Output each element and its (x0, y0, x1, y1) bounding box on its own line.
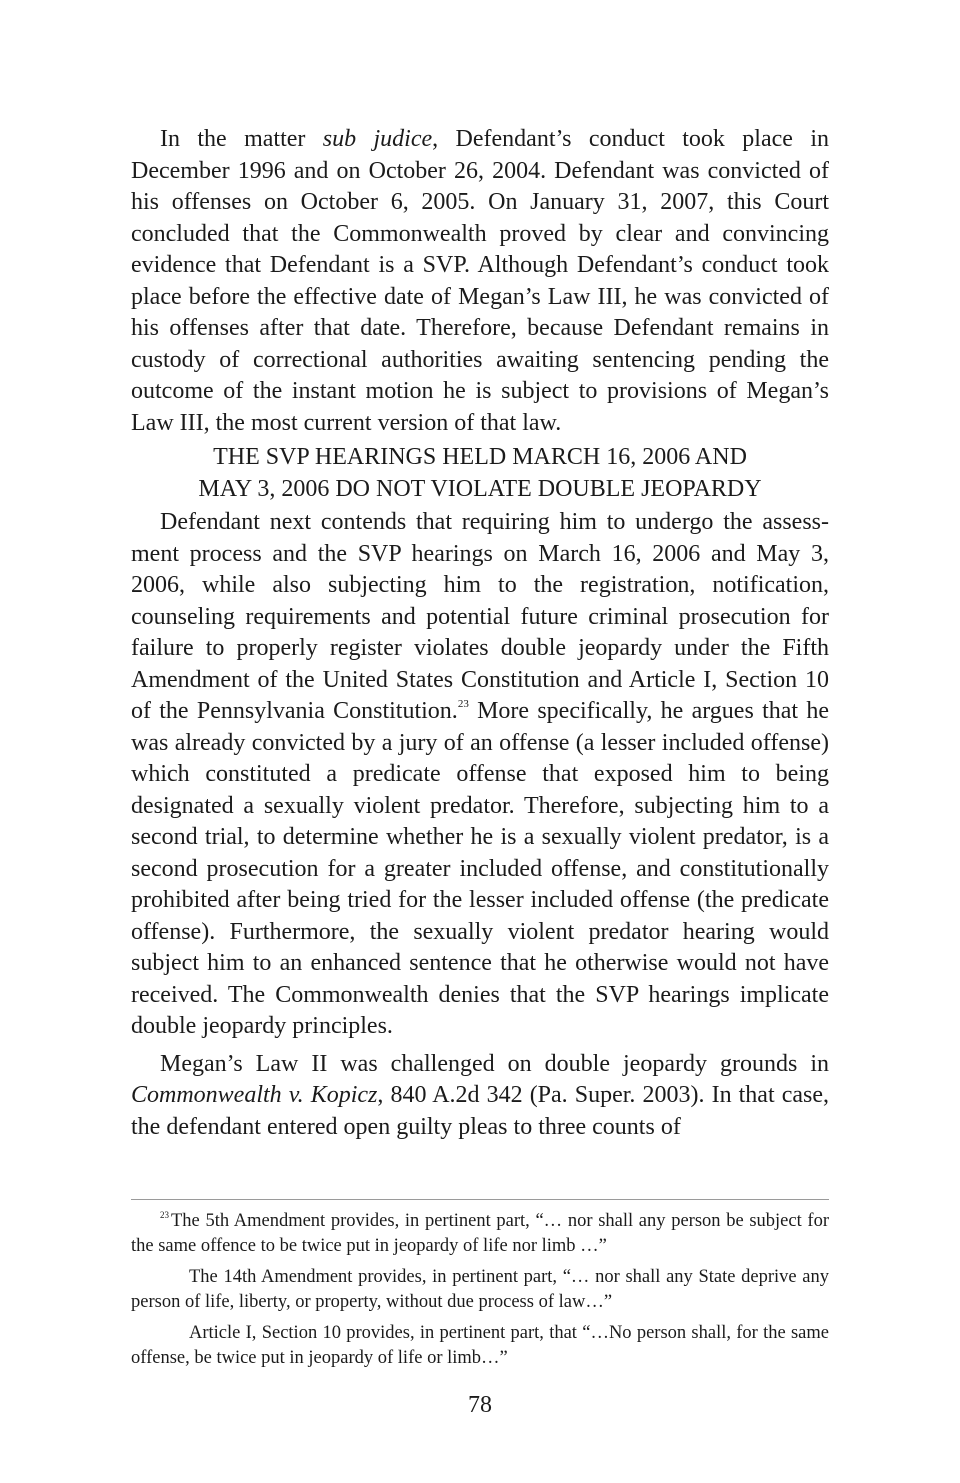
p1-text-a: In the matter (160, 126, 323, 152)
heading-line-2: MAY 3, 2006 DO NOT VIOLATE DOUBLE JEOPARDY (198, 475, 762, 502)
p2-text-b: More specifically, he argues that he was already convicted by a jury of an offense (a lesser included offense) which constituted a predicate offense that exposed him to being designated a sexually violent predator. Therefore, subjecting him to a second trial, to determine whether he is a sexually violent predator, is a second prosecution for a greater included offense, and constitutionally prohibited after being tried for the lesser included offense (the predicate offense). Furthermore, the sexually violent predator hearing would subject him to an enhanced sentence that he otherwise would not have received. The Commonwealth denies that the SVP hearings implicate double jeopardy principles. (131, 698, 829, 1039)
paragraph-double-jeopardy (131, 507, 829, 1043)
section-heading (131, 442, 829, 505)
paragraph-sub-judice (131, 124, 829, 439)
heading-line-1: THE SVP HEARINGS HELD MARCH 16, 2006 AND (213, 444, 747, 470)
footnote-23 (131, 1209, 829, 1259)
footnote-number: 23 (160, 1210, 169, 1220)
p2-text-a: Defendant next contends that requiring him to undergo the assessment process and the SVP hearings on March 16, 2006 and May 3, 2006, while also subjecting him to the registration, notification, counseling requirements and potential future criminal prosecution for failure to properly register violates double jeopardy under the Fifth Amendment of the United States Constitution and Article I, Section 10 of the Pennsylvania Constitution. (131, 509, 829, 724)
footnote-divider (131, 1199, 829, 1200)
footnote-23-text: The 5th Amendment provides, in pertinent part, “… nor shall any person be subject for the same offence to be twice put in jeopardy of life nor limb …” (131, 1211, 829, 1256)
footnote-article-i (131, 1321, 829, 1371)
footnote-14th-text: The 14th Amendment provides, in pertinent part, “… nor shall any State deprive any person of life, liberty, or property, without due process of law…” (131, 1267, 829, 1312)
p3-text-b: , 840 A.2d 342 (Pa. Super. 2003). In that case, the defendant entered open guilty pleas to three counts of (131, 1082, 830, 1140)
footnote-reference-23[interactable]: 23 (457, 698, 469, 710)
p1-italic-sub-judice: sub judice (322, 126, 433, 152)
p1-text-c: , Defendant’s conduct took place in December 1996 and on October 26, 2004. Defendant was convicted of his offenses on October 6, 2005. On January 31, 2007, this Court concluded that the Commonwealth proved by clear and convincing evidence that Defendant is a SVP. Although Defendant’s conduct took place before the effective date of Megan’s Law III, he was convicted of his offenses after that date. Therefore, because Defendant remains in custody of correctional authorities awaiting sentencing pending the outcome of the instant motion he is subject to provisions of Megan’s Law III, the most current version of that law. (131, 126, 829, 436)
page-body (131, 124, 829, 1143)
p3-text-a: Megan’s Law II was challenged on double jeopardy grounds in (160, 1050, 829, 1077)
footnotes (131, 1209, 829, 1377)
footnote-article-i-text: Article I, Section 10 provides, in pertinent part, that “…No person shall, for the same offense, be twice put in jeopardy of life or limb…” (131, 1323, 829, 1368)
paragraph-megans-law-ii (131, 1049, 829, 1144)
p3-case-name: Commonwealth v. Kopicz (131, 1082, 378, 1108)
footnote-14th-amendment (131, 1265, 829, 1315)
page-number: 78 (468, 1392, 492, 1418)
